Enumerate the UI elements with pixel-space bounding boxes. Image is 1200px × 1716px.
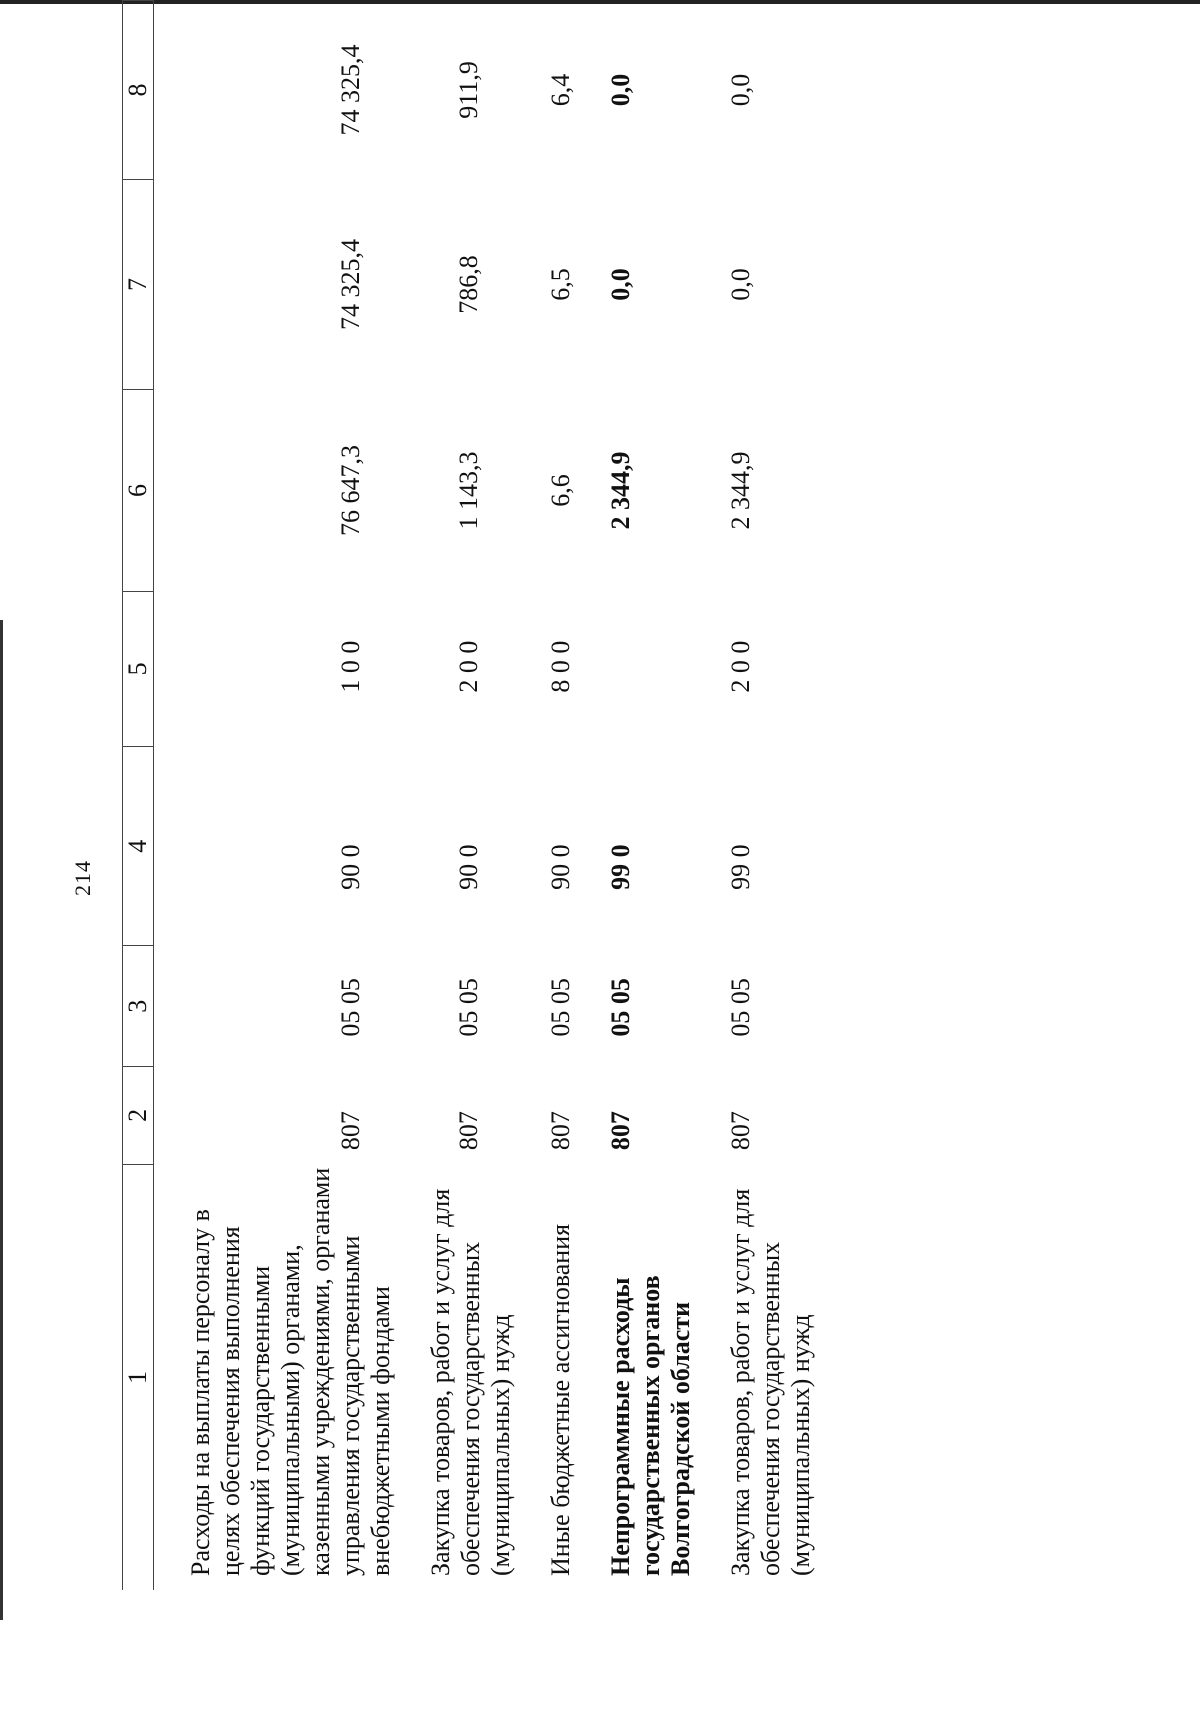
cell-col4: 99 0 xyxy=(606,844,635,890)
cell-col8: 911,9 xyxy=(454,61,483,119)
row-spacer xyxy=(696,1,726,1591)
cell-col6: 1 143,3 xyxy=(454,451,483,530)
cell-col4: 90 0 xyxy=(546,844,575,890)
header-cell: 8 xyxy=(123,1,154,180)
table-row xyxy=(726,1,816,1591)
cell-col7: 786,8 xyxy=(454,255,483,314)
table-row xyxy=(426,1,516,1591)
header-cell: 5 xyxy=(123,591,154,746)
cell-col5: 8 0 0 xyxy=(546,640,575,693)
cell-col6: 2 344,9 xyxy=(726,451,755,530)
cell-col2: 807 xyxy=(454,1111,483,1151)
row-spacer xyxy=(516,1,546,1591)
row-name: Закупка товаров, работ и услуг для обеспечения государственных (муниципальных) нужд xyxy=(726,1188,815,1576)
row-spacer xyxy=(396,1,426,1591)
cell-col5: 1 0 0 xyxy=(336,640,365,693)
page-number: 214 xyxy=(70,860,95,896)
cell-col2: 807 xyxy=(726,1111,755,1151)
row-name: Закупка товаров, работ и услуг для обеспечения государственных (муниципальных) нужд xyxy=(426,1188,515,1576)
header-cell: 2 xyxy=(123,1067,154,1165)
row-spacer xyxy=(576,1,606,1591)
cell-col5: 2 0 0 xyxy=(454,640,483,693)
cell-col3: 05 05 xyxy=(454,978,483,1037)
budget-table xyxy=(122,0,816,1590)
cell-col2: 807 xyxy=(336,1111,365,1151)
cell-col7: 74 325,4 xyxy=(336,239,365,331)
cell-col8: 6,4 xyxy=(546,73,575,107)
cell-col7: 6,5 xyxy=(546,268,575,301)
header-cell: 6 xyxy=(123,390,154,592)
cell-col7: 0,0 xyxy=(606,268,635,301)
header-cell: 3 xyxy=(123,946,154,1067)
cell-col3: 05 05 xyxy=(726,978,755,1037)
cell-col4: 90 0 xyxy=(336,844,365,890)
cell-col5: 2 0 0 xyxy=(726,640,755,693)
header-cell: 4 xyxy=(123,747,154,946)
row-name: Непрограммные расходы государственных органов Волгоградской области xyxy=(606,1275,695,1576)
cell-col4: 90 0 xyxy=(454,844,483,890)
cell-col5 xyxy=(606,591,696,746)
cell-col6: 2 344,9 xyxy=(606,451,635,530)
cell-col8: 0,0 xyxy=(726,73,755,107)
row-name: Иные бюджетные ассигнования xyxy=(546,1223,575,1576)
table-row xyxy=(546,1,576,1591)
row-name: Расходы на выплаты персоналу в целях обеспечения выполнения функций государственными (муниципальными) органами, казенными учреждениями, органами управления государственными внебюджетными фондами xyxy=(186,1167,395,1576)
cell-col4: 99 0 xyxy=(726,844,755,890)
table-row xyxy=(606,1,696,1591)
cell-col3: 05 05 xyxy=(546,978,575,1037)
cell-col3: 05 05 xyxy=(606,978,635,1037)
header-cell: 7 xyxy=(123,179,154,389)
cell-col2: 807 xyxy=(606,1111,635,1151)
cell-col7: 0,0 xyxy=(726,268,755,301)
cell-col6: 6,6 xyxy=(546,474,575,507)
cell-col2: 807 xyxy=(546,1111,575,1151)
cell-col3: 05 05 xyxy=(336,978,365,1037)
cell-col8: 0,0 xyxy=(606,73,635,107)
header-row xyxy=(123,1,154,1591)
header-cell: 1 xyxy=(123,1164,154,1590)
table-row xyxy=(154,1,397,1591)
cell-col6: 76 647,3 xyxy=(336,444,365,536)
cell-col8: 74 325,4 xyxy=(336,44,365,136)
